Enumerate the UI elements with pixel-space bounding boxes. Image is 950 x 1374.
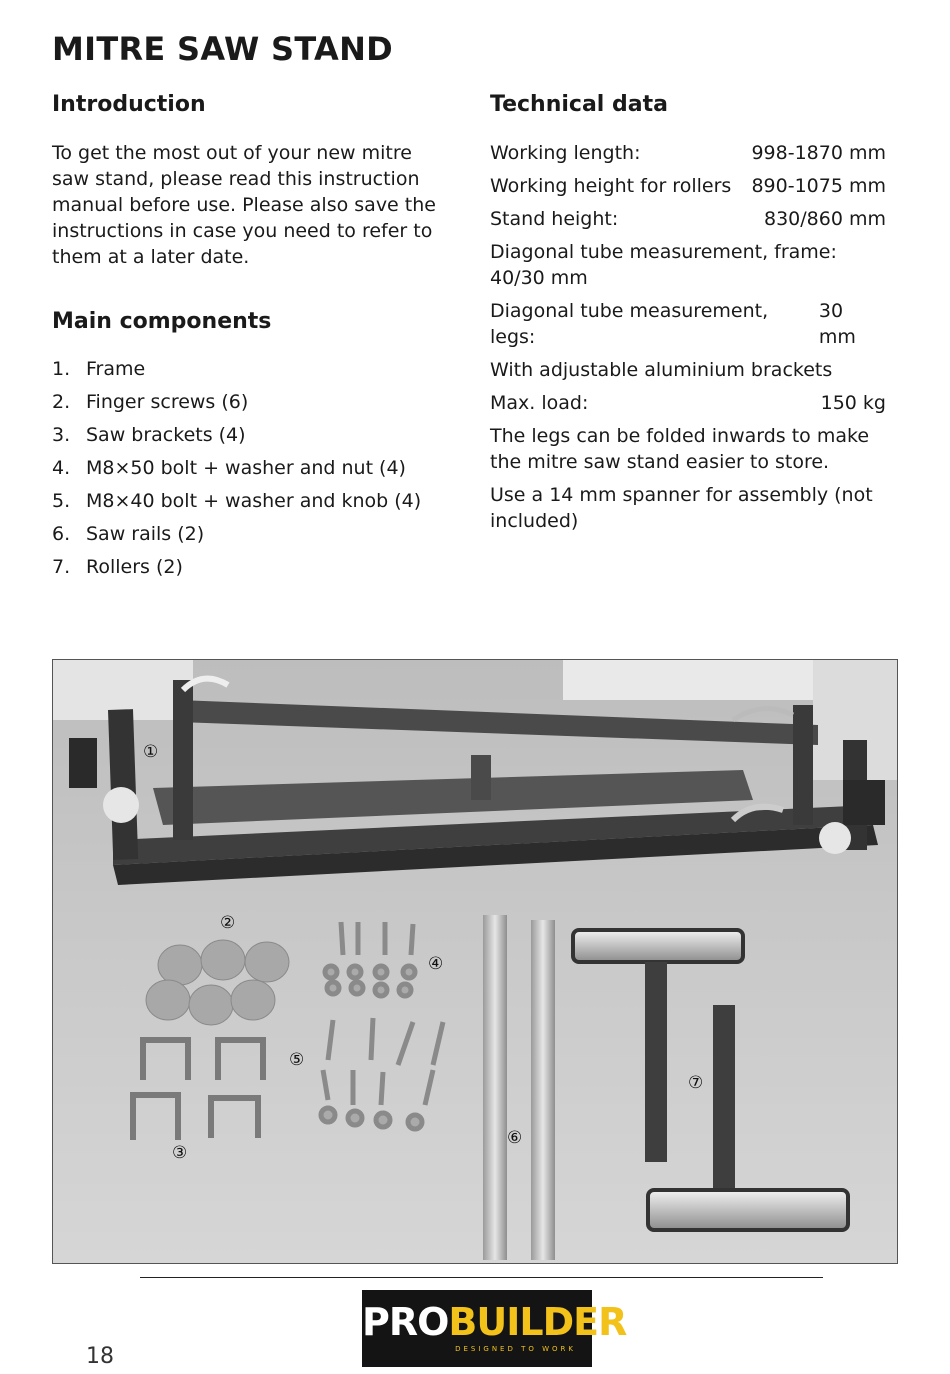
list-item-label: Saw rails (2) — [86, 523, 205, 545]
list-item-number: 1. — [52, 358, 71, 380]
logo-wordmark — [362, 1300, 627, 1344]
tech-label: Diagonal tube measurement, legs: — [490, 300, 769, 348]
tech-label: Stand height: — [490, 208, 619, 230]
tech-fold-note: The legs can be folded inwards to make the mitre saw stand easier to store. — [490, 425, 870, 473]
list-item — [52, 389, 452, 422]
tech-value: 40/30 mm — [490, 267, 588, 289]
photo-marker-3: ③ — [172, 1143, 188, 1163]
logo-tagline: DESIGNED TO WORK — [455, 1345, 576, 1353]
list-item-label: Saw brackets (4) — [86, 424, 246, 446]
tech-row-frame-tube — [490, 239, 886, 291]
footer-rule — [140, 1277, 823, 1278]
tech-row-working-length — [490, 140, 886, 166]
tech-label: Max. load: — [490, 392, 589, 414]
tech-value: 830/860 mm — [764, 208, 886, 230]
components-photo-illustration — [53, 660, 898, 1264]
list-item-number: 7. — [52, 556, 71, 578]
list-item-label: M8×50 bolt + washer and nut (4) — [86, 457, 406, 479]
logo-builder: BUILDER — [448, 1300, 627, 1344]
page-number: 18 — [86, 1344, 114, 1369]
list-item-number: 2. — [52, 391, 71, 413]
probuilder-logo — [362, 1290, 627, 1367]
list-item-number: 4. — [52, 457, 71, 479]
photo-marker-7: ⑦ — [688, 1073, 704, 1093]
introduction-text: To get the most out of your new mitre saw stand, please read this instruction manual before use. Please also save the instructions in case you need to refer to them at a later date. — [52, 142, 436, 268]
tech-spanner-note: Use a 14 mm spanner for assembly (not included) — [490, 484, 873, 532]
tech-bracket-note: With adjustable aluminium brackets — [490, 359, 833, 381]
technical-data — [490, 140, 886, 541]
tech-value: 30 mm — [818, 300, 856, 348]
list-item — [52, 554, 452, 587]
photo-marker-4: ④ — [428, 954, 444, 974]
logo-pro: PRO — [362, 1300, 449, 1344]
list-item-label: Finger screws (6) — [86, 391, 249, 413]
tech-label: Working height for rollers — [490, 175, 732, 197]
tech-row-legs-tube — [490, 298, 886, 350]
list-item — [52, 521, 452, 554]
list-item — [52, 455, 452, 488]
photo-marker-2: ② — [220, 913, 236, 933]
components-heading: Main components — [52, 309, 272, 334]
list-item-number: 6. — [52, 523, 71, 545]
introduction-heading: Introduction — [52, 92, 206, 117]
tech-row-max-load — [490, 390, 886, 416]
photo-marker-6: ⑥ — [507, 1128, 523, 1148]
tech-value: 150 kg — [820, 392, 886, 414]
technical-heading: Technical data — [490, 92, 668, 117]
list-item-label: Rollers (2) — [86, 556, 183, 578]
tech-label: Working length: — [490, 142, 641, 164]
list-item-number: 5. — [52, 490, 71, 512]
list-item-number: 3. — [52, 424, 71, 446]
list-item-label: Frame — [86, 358, 146, 380]
components-photo — [52, 659, 898, 1264]
list-item-label: M8×40 bolt + washer and knob (4) — [86, 490, 422, 512]
components-list — [52, 356, 452, 587]
photo-marker-1: ① — [143, 742, 159, 762]
tech-label: Diagonal tube measurement, frame: — [490, 241, 837, 263]
tech-value: 890-1075 mm — [751, 175, 886, 197]
list-item — [52, 356, 452, 389]
list-item — [52, 488, 452, 521]
page-title: MITRE SAW STAND — [52, 30, 394, 68]
tech-value: 998-1870 mm — [751, 142, 886, 164]
tech-row-roller-height — [490, 173, 886, 199]
photo-marker-5: ⑤ — [289, 1050, 305, 1070]
list-item — [52, 422, 452, 455]
tech-row-stand-height — [490, 206, 886, 232]
